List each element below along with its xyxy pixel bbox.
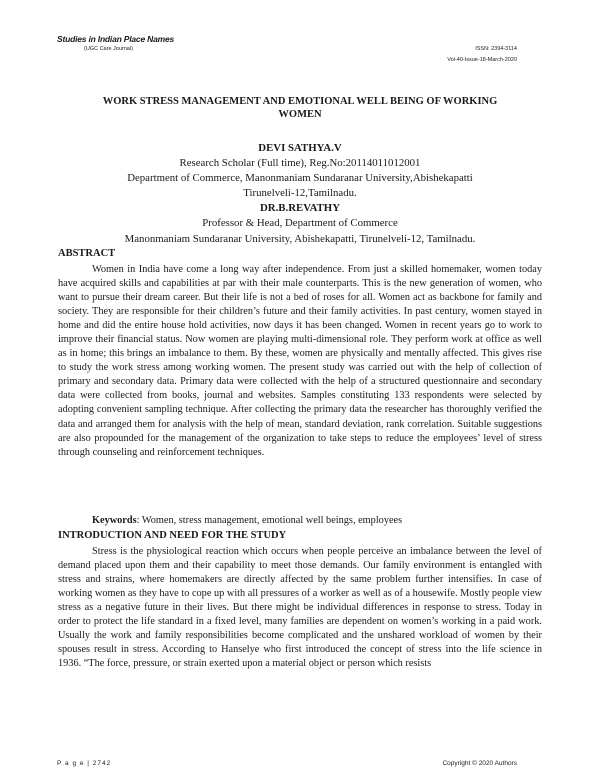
paper-title-line2: WOMEN [278,109,322,120]
abstract-heading: ABSTRACT [58,248,116,259]
journal-name: Studies in Indian Place Names [57,34,175,44]
keywords [92,515,402,526]
keywords-label: Keywords [92,515,137,526]
issn: ISSN: 2394-3114 [475,46,517,52]
intro-heading: INTRODUCTION AND NEED FOR THE STUDY [58,530,287,541]
paper-title [60,95,540,121]
author2-affil: Manonmaniam Sundaranar University, Abishekapatti, Tirunelveli-12, Tamilnadu. [124,233,476,245]
keywords-text: : Women, stress management, emotional well beings, employees [136,515,403,526]
page-number: P a g e | 2742 [57,760,112,767]
author2-position: Professor & Head, Department of Commerce [202,217,398,229]
copyright: Copyright © 2020 Authors [442,760,517,767]
author2-name: DR.B.REVATHY [260,202,340,214]
ugc-care-label: (UGC Care Journal) [84,46,133,52]
author1-city: Tirunelveli-12,Tamilnadu. [243,187,357,199]
abstract-body: Women in India have come a long way after independence. From just a skilled homemaker, women today have acquired skills and capabilities at par with their male counterparts. This is the new generation of women, who want to pursue their dream career. But their life is not a bed of roses for all. Women act as backbone for family and society. They are responsible for their children’s future and their family activities. In past century, women stayed in home and did the entire house hold activities, now days it has been changed. Women in recent years go to work to improve their financial status. Now women are playing multi-dimensional role. They perform work at office as well as in home; this brings an imbalance to them. By these, women are physically and mentally affected. This gives rise to study the work stress among working women. The present study was carried out with the help of collection of primary and secondary data. Primary data were collected with the help of a structured questionnaire and secondary data were collected from books, journal and websites. Samples constituting 133 respondents were selected by adopting convenient sampling technique. After collecting the primary data the researcher has thoroughly verified the data and arranged them for analysis with the help of mean, standard deviation, rank correlation. Suitable suggestions are also propounded for the management of the organization to take steps to reduce the employees’ level of stress through counseling and reinforcement techniques. [58,264,542,458]
paper-title-line1: WORK STRESS MANAGEMENT AND EMOTIONAL WELL BEING OF WORKING [102,96,498,107]
intro-body: Stress is the physiological reaction which occurs when people perceive an imbalance between the level of demand placed upon them and their capability to meet those demands. Our family environment is entangled with stress and strains, where homemakers are directly affected by the same problem further intensifies. In case of working women as they have to cope up with all pressures of a worker as well as of a housewife. Mostly people view stress as a negative future in their lives. But there might be individual differences in response to stress. Today in order to protect the life standard in a fixed level, many families are dependent on women’s working in a paid work. Usually the work and family responsibilities become complicated and the unshared workload of women by their spouses result in stress. According to Hanselye who first introduced the concept of stress into the life science in 1936. “The force, pressure, or strain exerted upon a material object or person which resists [58,546,542,670]
author1-dept: Department of Commerce, Manonmaniam Sundaranar University,Abishekapatti [127,172,473,184]
author1-name: DEVI SATHYA.V [258,142,342,154]
volume-issue: Vol-40-Issue-18-March-2020 [447,57,517,63]
author1-position: Research Scholar (Full time), Reg.No:20114011012001 [179,157,421,169]
